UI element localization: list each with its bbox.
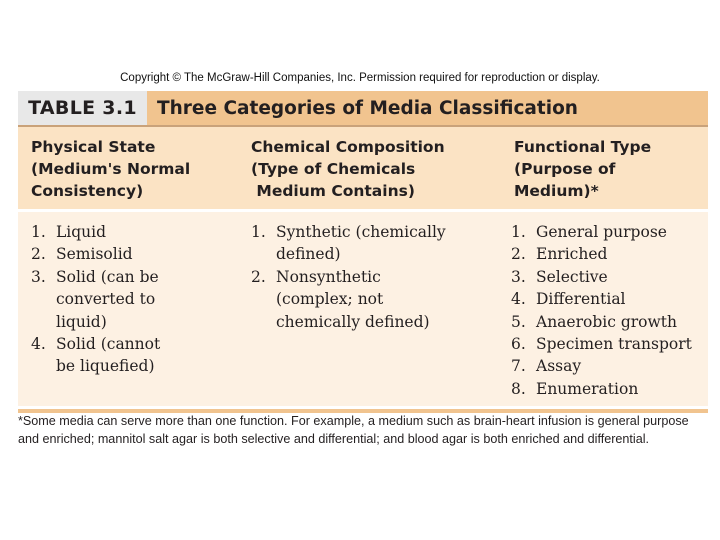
list-item: [31, 221, 160, 243]
list-item-text: Differential: [536, 290, 626, 309]
list-item: [251, 221, 446, 266]
header-chemical-composition: Chemical Composition (Type of Chemicals Medium Contains): [251, 138, 445, 200]
list-item-text: Assay: [536, 357, 582, 376]
list-item: [31, 333, 160, 378]
list-item: [511, 333, 692, 355]
list-item: [511, 288, 692, 310]
list-item-text: Specimen transport: [536, 335, 692, 354]
table-title-bar: [18, 91, 708, 125]
list-item: [31, 266, 160, 333]
list-item-number: 1.: [511, 223, 526, 241]
media-classification-table: [18, 91, 708, 413]
list-item-text: Synthetic (chemically defined): [276, 223, 446, 264]
header-functional-type: Functional Type (Purpose of Medium)*: [514, 138, 652, 200]
list-item-number: 4.: [31, 335, 46, 354]
table-body-row: [18, 212, 708, 406]
table-header-row: [18, 127, 708, 209]
header-physical-state: Physical State (Medium's Normal Consistency): [31, 138, 191, 200]
list-item: [511, 311, 692, 333]
list-item-number: 3.: [31, 267, 46, 286]
list-item-text: Selective: [536, 267, 608, 286]
list-item-text: Enriched: [536, 245, 608, 264]
list-item: [251, 266, 446, 333]
chemical-composition-list: [251, 221, 446, 333]
list-item-text: Semisolid: [56, 245, 133, 264]
list-item-text: Liquid: [56, 223, 107, 241]
list-item-number: 2.: [511, 245, 526, 264]
list-item-text: General purpose: [536, 223, 667, 241]
table-footnote: *Some media can serve more than one function. For example, a medium such as brain-heart infusion is general purpose and enriched; mannitol salt agar is both selective and differential; and blood agar is both enriched and differential.: [18, 414, 689, 446]
list-item-number: 4.: [511, 290, 526, 309]
table-label: TABLE 3.1: [18, 91, 147, 125]
list-item: [511, 355, 692, 377]
list-item: [511, 378, 692, 400]
list-item-number: 7.: [511, 357, 526, 376]
list-item: [511, 221, 692, 243]
list-item-text: Anaerobic growth: [536, 312, 677, 331]
list-item: [511, 266, 692, 288]
list-item-text: Solid (cannot be liquefied): [56, 335, 161, 376]
list-item-number: 5.: [511, 312, 526, 331]
list-item-number: 6.: [511, 335, 526, 354]
list-item-number: 1.: [251, 223, 266, 241]
list-item: [31, 243, 160, 265]
table-title: Three Categories of Media Classification: [157, 97, 578, 119]
list-item-number: 1.: [31, 223, 46, 241]
copyright-notice: Copyright © The McGraw-Hill Companies, Inc. Permission required for reproduction or display.: [120, 72, 600, 84]
list-item-number: 2.: [31, 245, 46, 264]
list-item-text: Solid (can be converted to liquid): [56, 267, 159, 331]
functional-type-list: [511, 221, 692, 400]
list-item-number: 3.: [511, 267, 526, 286]
list-item-number: 2.: [251, 267, 266, 286]
list-item-text: Enumeration: [536, 379, 639, 398]
list-item-text: Nonsynthetic (complex; not chemically defined): [276, 267, 430, 331]
list-item-number: 8.: [511, 379, 526, 398]
physical-state-list: [31, 221, 160, 378]
list-item: [511, 243, 692, 265]
